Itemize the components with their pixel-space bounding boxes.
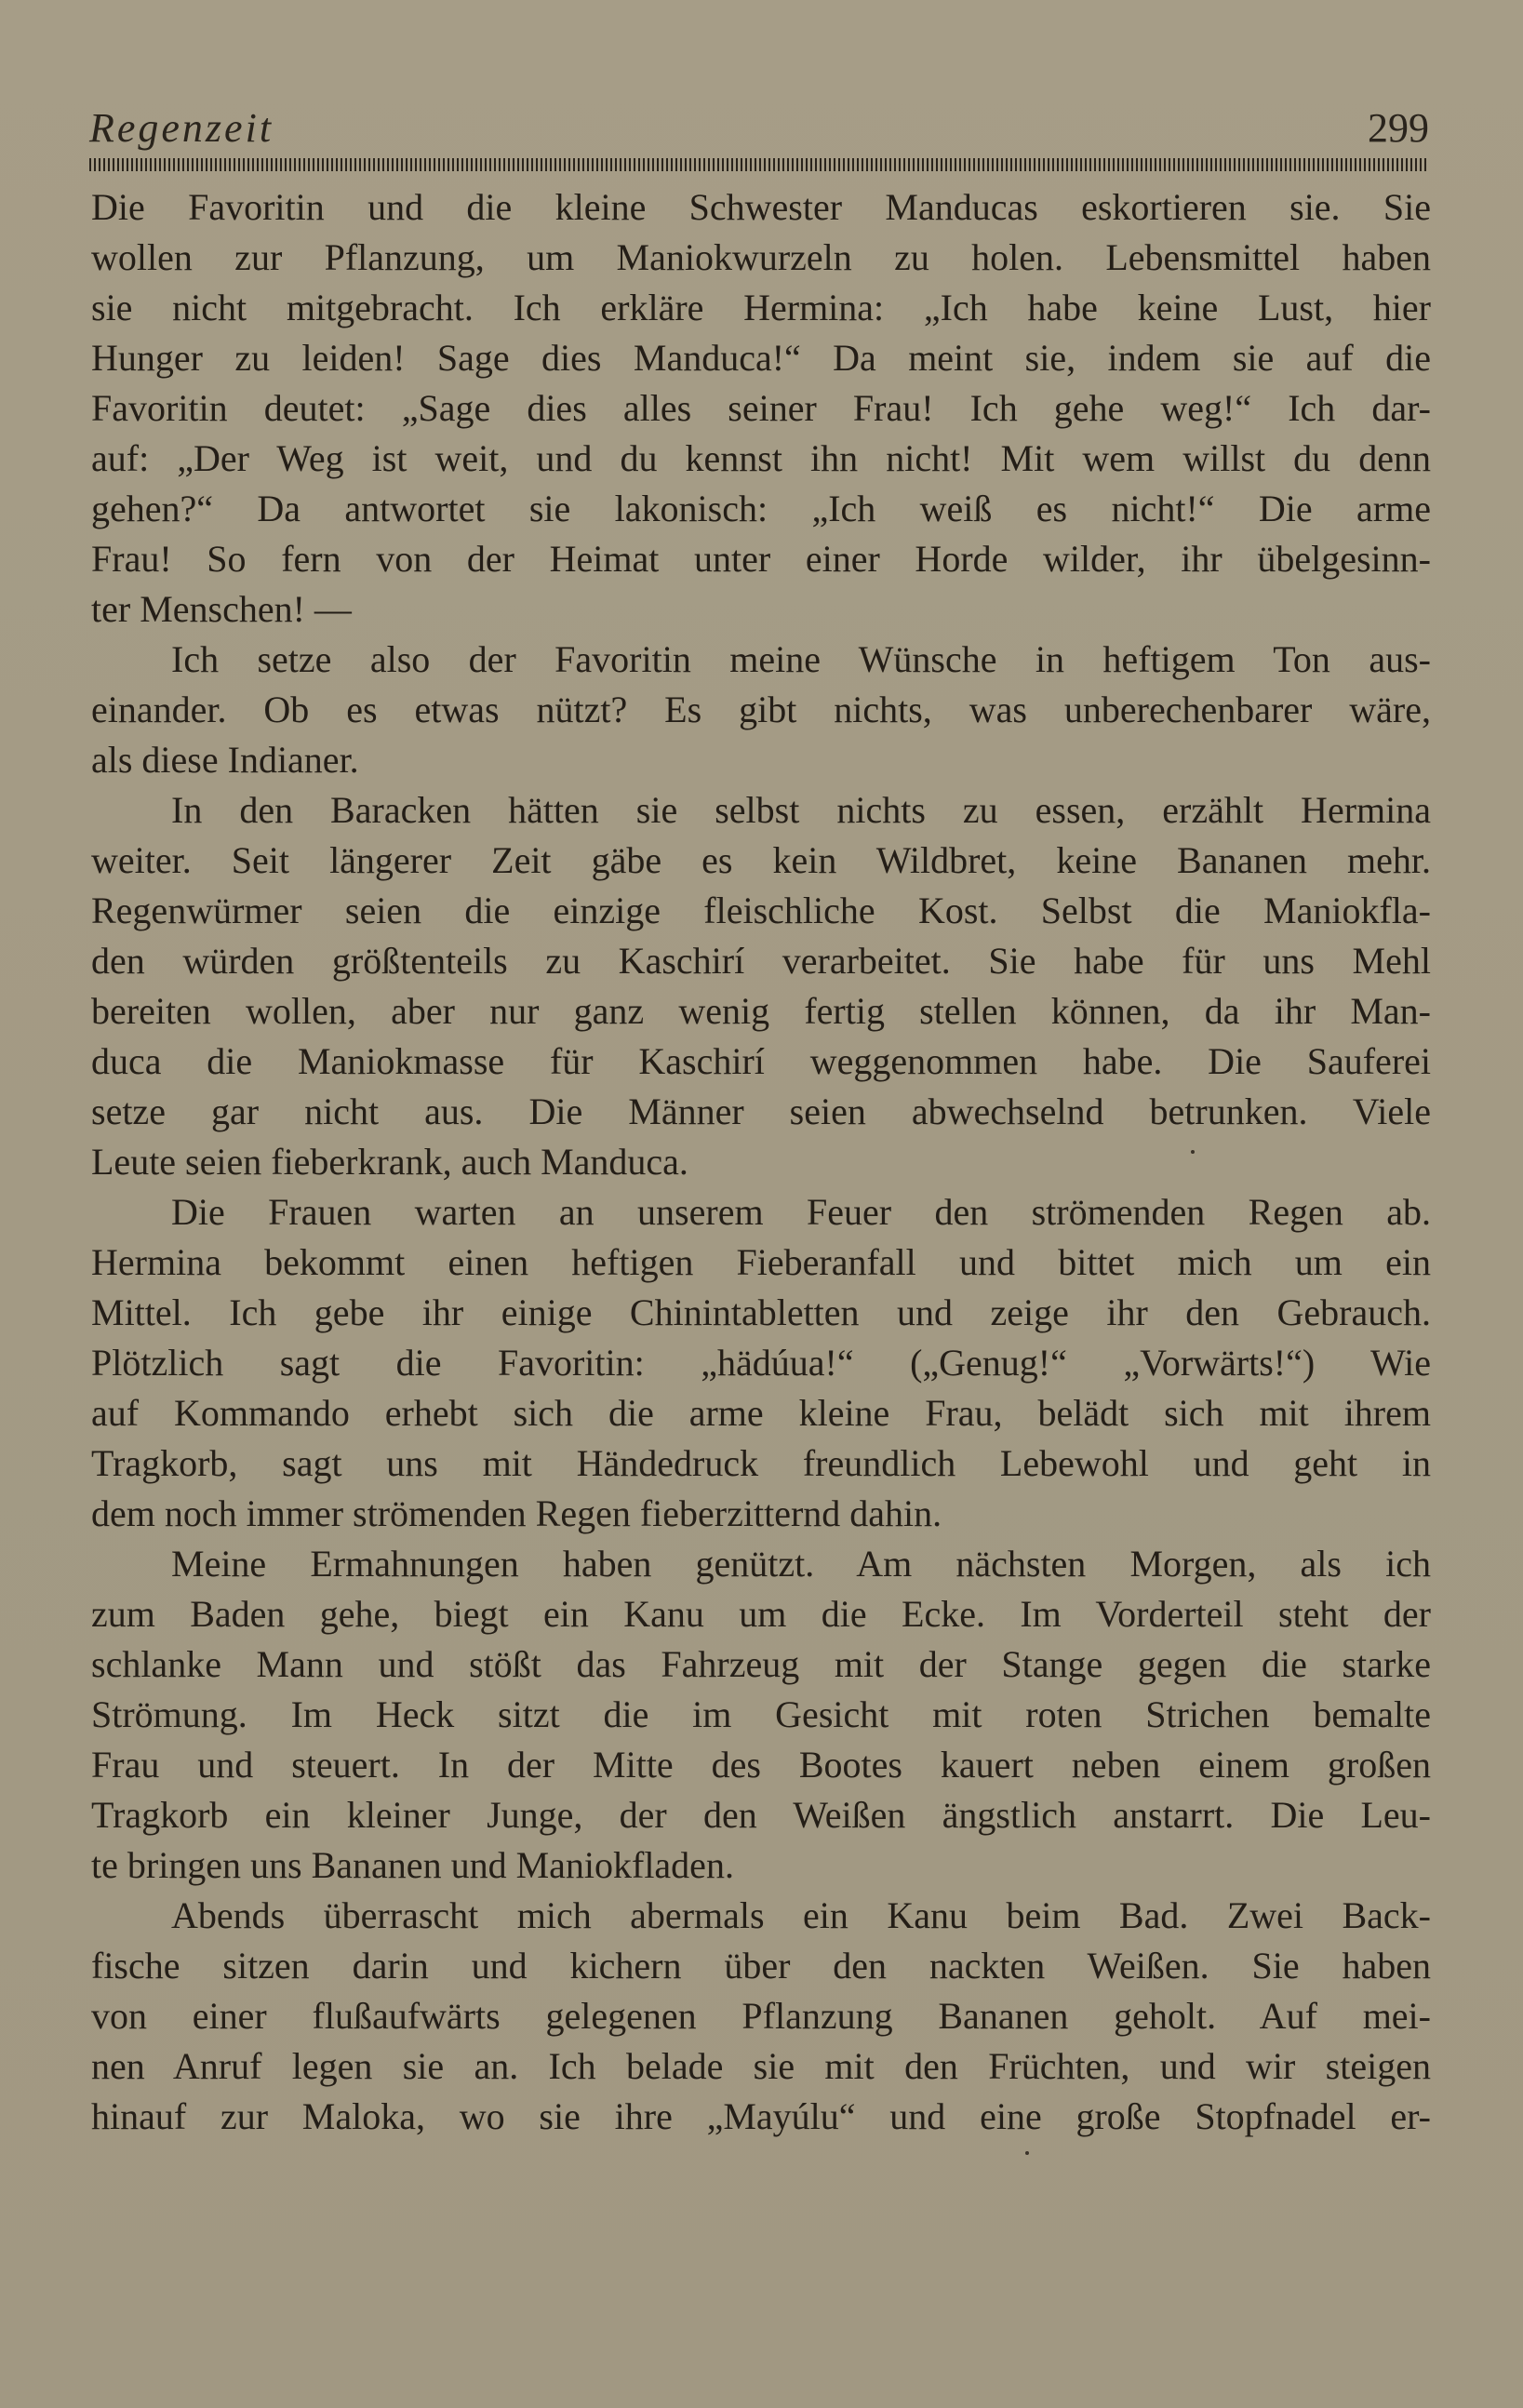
text-line: Ich setze also der Favoritin meine Wünsche in heftigem Ton aus- [171,638,1431,680]
text-line: weiter. Seit längerer Zeit gäbe es kein Wildbret, keine Bananen mehr. [91,839,1431,881]
text-line: zum Baden gehe, biegt ein Kanu um die Ecke. Im Vorderteil steht der [91,1593,1431,1635]
text-line: schlanke Mann und stößt das Fahrzeug mit der Stange gegen die starke [91,1643,1431,1685]
text-line: Die Favoritin und die kleine Schwester Manducas eskortieren sie. Sie [91,186,1431,228]
running-title: Regenzeit [89,105,274,151]
text-line: ter Menschen! — [91,588,352,630]
text-line: duca die Maniokmasse für Kaschirí weggenommen habe. Die Sauferei [91,1040,1431,1082]
text-line: hinauf zur Maloka, wo sie ihre „Mayúlu“ und eine große Stopfnadel er- [91,2095,1431,2137]
page-number: 299 [1368,105,1429,151]
text-line: Meine Ermahnungen haben genützt. Am nächsten Morgen, als ich [171,1543,1431,1585]
text-line: Tragkorb ein kleiner Junge, der den Weißen ängstlich anstarrt. Die Leu- [91,1794,1431,1836]
text-line: wollen zur Pflanzung, um Maniokwurzeln zu holen. Lebensmittel haben [91,236,1431,278]
text-line: den würden größtenteils zu Kaschirí verarbeitet. Sie habe für uns Mehl [91,940,1431,982]
text-line: Strömung. Im Heck sitzt die im Gesicht mit roten Strichen bemalte [91,1693,1431,1735]
text-line: Favoritin deutet: „Sage dies alles seiner Frau! Ich gehe weg!“ Ich dar- [91,387,1431,429]
text-line: Hunger zu leiden! Sage dies Manduca!“ Da meint sie, indem sie auf die [91,337,1431,379]
text-line: bereiten wollen, aber nur ganz wenig fertig stellen können, da ihr Man- [91,990,1431,1032]
text-line: dem noch immer strömenden Regen fieberzitternd dahin. [91,1492,942,1534]
text-line: fische sitzen darin und kichern über den nackten Weißen. Sie haben [91,1945,1431,1987]
text-line: Frau und steuert. In der Mitte des Bootes kauert neben einem großen [91,1744,1431,1786]
text-line: Hermina bekommt einen heftigen Fieberanfall und bittet mich um ein [91,1241,1431,1283]
header-rule [89,158,1429,171]
text-line: auf Kommando erhebt sich die arme kleine Frau, belädt sich mit ihrem [91,1392,1431,1434]
text-line: In den Baracken hätten sie selbst nichts zu essen, erzählt Hermina [171,789,1431,831]
text-line: auf: „Der Weg ist weit, und du kennst ihn nicht! Mit wem willst du denn [91,437,1431,479]
text-line: Regenwürmer seien die einzige fleischliche Kost. Selbst die Maniokfla- [91,890,1431,931]
print-speck [1025,2151,1029,2155]
text-line: Abends überrascht mich abermals ein Kanu beim Bad. Zwei Back- [171,1894,1431,1936]
body-text [91,182,1431,2142]
print-speck [1191,1150,1195,1154]
text-line: Mittel. Ich gebe ihr einige Chinintabletten und zeige ihr den Gebrauch. [91,1291,1431,1333]
text-line: Tragkorb, sagt uns mit Händedruck freundlich Lebewohl und geht in [91,1442,1431,1484]
text-line: te bringen uns Bananen und Maniokfladen. [91,1844,734,1886]
text-line: setze gar nicht aus. Die Männer seien abwechselnd betrunken. Viele [91,1090,1431,1132]
text-line: Frau! So fern von der Heimat unter einer Horde wilder, ihr übelgesinn- [91,538,1431,580]
text-line: einander. Ob es etwas nützt? Es gibt nichts, was unberechenbarer wäre, [91,689,1431,730]
text-line: Plötzlich sagt die Favoritin: „hädúua!“ („Genug!“ „Vorwärts!“) Wie [91,1342,1431,1384]
page-header [89,104,1429,156]
text-line: nen Anruf legen sie an. Ich belade sie mit den Früchten, und wir steigen [91,2045,1431,2087]
text-line: sie nicht mitgebracht. Ich erkläre Hermina: „Ich habe keine Lust, hier [91,287,1431,328]
text-line: Leute seien fieberkrank, auch Manduca. [91,1141,688,1183]
text-line: von einer flußaufwärts gelegenen Pflanzung Bananen geholt. Auf mei- [91,1995,1431,2037]
text-line: Die Frauen warten an unserem Feuer den strömenden Regen ab. [171,1191,1431,1233]
text-line: gehen?“ Da antwortet sie lakonisch: „Ich weiß es nicht!“ Die arme [91,488,1431,529]
text-line: als diese Indianer. [91,739,359,781]
